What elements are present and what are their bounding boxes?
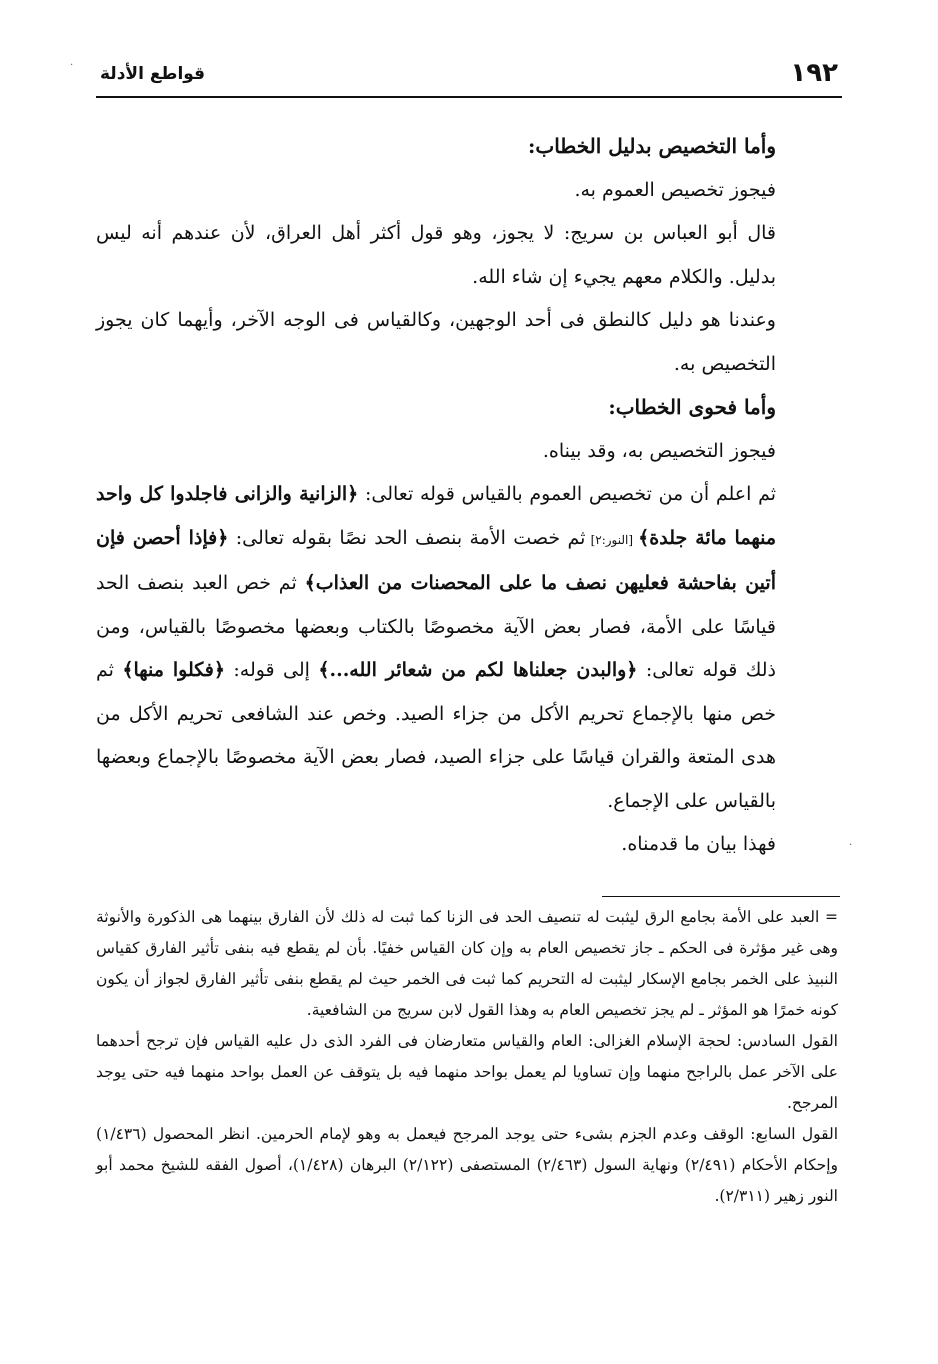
quran-verse: ﴿فكلوا منها﴾ — [122, 659, 225, 681]
scan-mark: · — [849, 840, 853, 851]
section-heading: وأما التخصيص بدليل الخطاب: — [528, 134, 776, 158]
quran-verse: ﴿فإذا أحصن فإن أتين بفاحشة فعليهن نصف ما على المحصنات من العذاب﴾ — [96, 526, 776, 594]
paragraph — [96, 473, 838, 823]
footnotes — [96, 902, 838, 1212]
footnote-divider — [602, 896, 840, 897]
text-run: ثم اعلم أن من تخصيص العموم بالقياس قوله تعالى: — [358, 483, 777, 505]
scan-mark: · — [70, 60, 74, 71]
section-heading: وأما فحوى الخطاب: — [608, 395, 776, 419]
running-title: قواطع الأدلة — [100, 64, 206, 84]
paragraph: فيجوز تخصيص العموم به. — [574, 178, 776, 201]
page-header — [96, 56, 842, 98]
footnote: القول السابع: الوقف وعدم الجزم بشىء حتى يوجد المرجح فيعمل به وهو لإمام الحرمين. انظر المحصول (١/٤٣٦) وإحكام الأحكام (٢/٤٩١) ونهاية السول (٢/٤٦٣) المستصفى (٢/١٢٢) البرهان (١/٤٢٨)، أصول الفقه للشيخ محمد أبو النور زهير (٢/٣١١). — [96, 1125, 838, 1205]
verse-reference: [النور:٢] — [585, 532, 639, 547]
paragraph: قال أبو العباس بن سريج: لا يجوز، وهو قول أكثر أهل العراق، لأن عندهم أنه ليس بدليل. والكلام معهم يجيء إن شاء الله. — [96, 222, 776, 288]
page-number: ١٩٢ — [790, 58, 838, 88]
paragraph: فهذا بيان ما قدمناه. — [621, 833, 776, 855]
paragraph: وعندنا هو دليل كالنطق فى أحد الوجهين، وكالقياس فى الوجه الآخر، وأيهما كان يجوز التخصيص به. — [96, 309, 776, 375]
paragraph: فيجوز التخصيص به، وقد بيناه. — [542, 439, 776, 462]
footnote: = العبد على الأمة بجامع الرق ليثبت له تنصيف الحد فى الزنا كما ثبت له ذلك لأن الفارق بينهما هى الذكورة والأنوثة وهى غير مؤثرة فى الحكم ـ جاز تخصيص العام به وإن كان القياس خفيًا. بأن لم يقطع فيه بنفى تأثير الفارق كقياس النبيذ على الخمر بجامع الإسكار ليثبت له التحريم كما ثبت فى الخمر حيث لم يقطع بنفى تأثير الفارق لجواز أن يكون كونه خمرًا هو المؤثر ـ لم يجز تخصيص العام به وهذا القول لابن سريج من الشافعية. — [96, 908, 838, 1019]
text-run: إلى قوله: — [224, 659, 319, 681]
footnote: القول السادس: لحجة الإسلام الغزالى: العام والقياس متعارضان فى الفرد الذى دل عليه القياس فإن ترجح أحدهما على الآخر عمل بالراجح منهما وإن تساويا لم يعمل بواحد منهما فيه بل يتوقف عن العمل بواحد منهما فيه حتى يوجد المرجح. — [96, 1032, 838, 1112]
text-run: ثم خص العبد بنصف الحد قياسًا على الأمة، فصار بعض الآية مخصوصًا بالكتاب وبعضها مخصوصًا بالقياس، ومن ذلك قوله تعالى: — [96, 572, 776, 681]
quran-verse: ﴿والبدن جعلناها لكم من شعائر الله...﴾ — [318, 659, 638, 681]
quran-verse: ﴿الزانية والزانى فاجلدوا كل واحد منهما مائة جلدة﴾ — [96, 483, 776, 549]
text-run: ثم خص منها بالإجماع تحريم الأكل من جزاء الصيد. وخص عند الشافعى تحريم الأكل من هدى المتعة والقران قياسًا على جزاء الصيد، فصار بعض الآية مخصوصًا بالإجماع وبعضها بالقياس على الإجماع. — [96, 659, 776, 812]
main-text — [96, 125, 838, 867]
text-run: ثم خصت الأمة بنصف الحد نصًا بقوله تعالى: — [228, 526, 586, 549]
